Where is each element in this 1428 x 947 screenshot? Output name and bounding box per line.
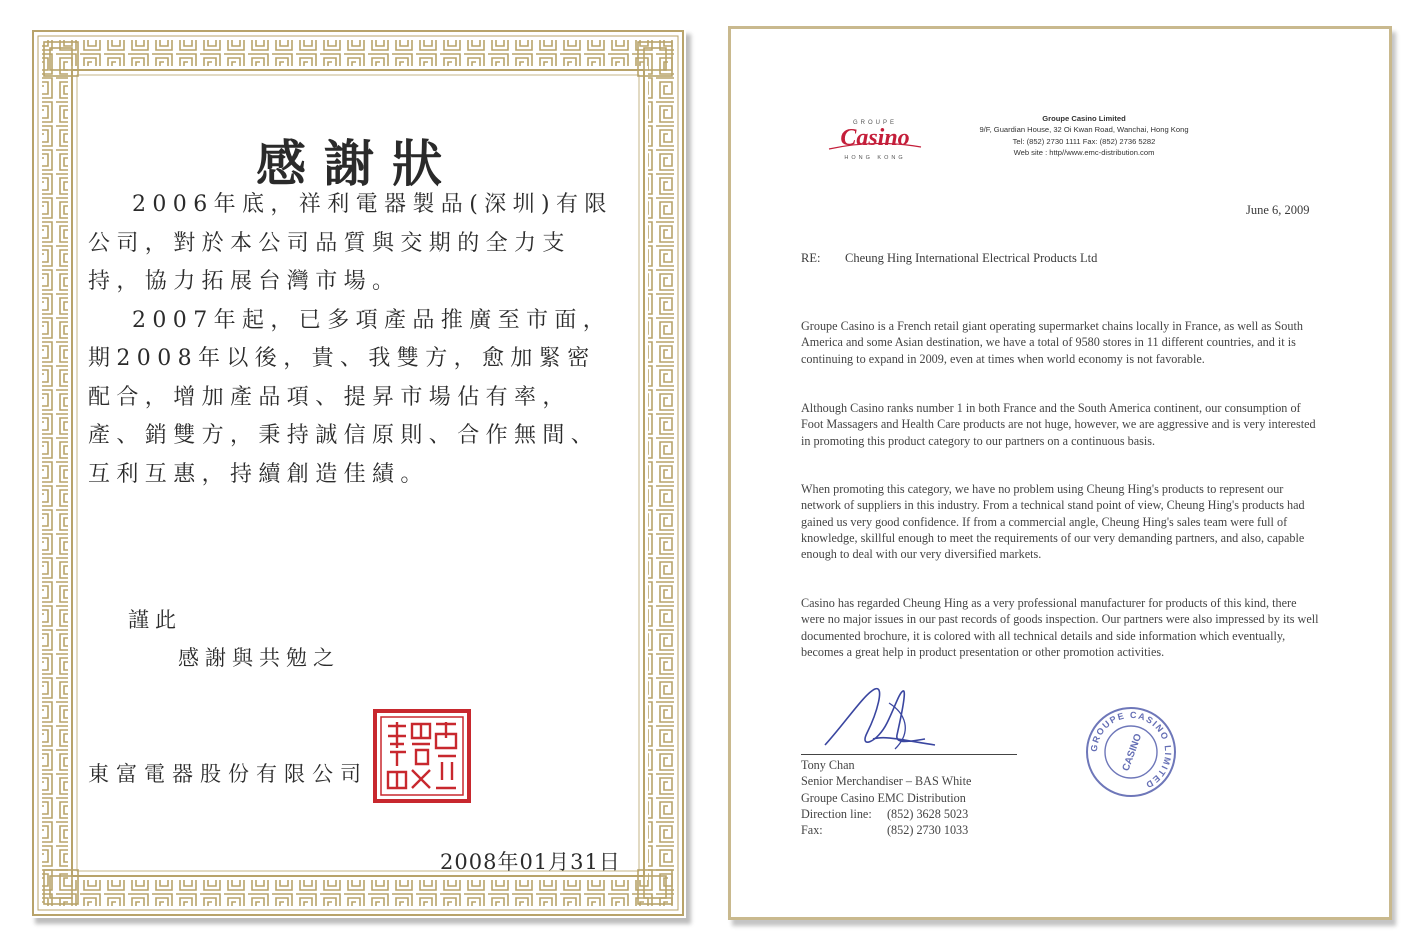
svg-text:CASINO: CASINO [1120,732,1145,773]
letterhead-company: Groupe Casino Limited [1042,114,1126,123]
signer-fax: Fax: (852) 2730 1033 [801,823,969,838]
certificate-date: 2008年01月31日 [440,850,621,874]
reference-letter [728,26,1392,920]
letter-subject [801,251,1097,266]
certificate [30,28,686,918]
letter-paragraph-4: Casino has regarded Cheung Hing as a very professional manufacturer for products of this kind, there were no major issues in our past records of goods inspection. Our partners were also impressed by its well documented brochure, it is colored with all technical details and side information which eventually, becomes a great help in product presentation or other promotion activities. [801,596,1319,659]
svg-text:GROUPE: GROUPE [852,120,898,126]
letterhead-address: 9/F, Guardian House, 32 Oi Kwan Road, Wanchai, Hong Kong [979,125,1189,135]
signer-block [801,757,971,838]
casino-logo-icon [819,117,931,161]
handwritten-signature-icon [815,683,955,763]
svg-text:Casino: Casino [840,125,910,151]
certificate-company: 東富電器股份有限公司 [88,762,368,786]
company-seal-icon [372,708,472,804]
certificate-title: 感謝狀 [256,134,460,193]
letterhead-tel-fax: Tel: (852) 2730 1111 Fax: (852) 2736 5282 [1012,136,1156,146]
letterhead-website: Web site : http//www.emc-distribution.com [1013,148,1155,158]
letter-paragraph-1: Groupe Casino is a French retail giant operating supermarket chains locally in France, as well as South America and some Asian destination, we have a total of 9580 stores in 11 different countries, and it is continuing to expand in 2009, even at times when world economy is not favorable. [801,319,1303,366]
signature-line [801,754,1017,755]
subject-text: Cheung Hing International Electrical Products Ltd [845,251,1098,265]
certificate-paragraph-2: 2007年起，已多項產品推廣至市面，期2008年以後，貴、我雙方，愈加緊密配合，增加產品項、提昇市場佔有率，產、銷雙方，秉持誠信原則、合作無間、互利互惠，持續創造佳績。 [88,307,612,487]
signer-title: Senior Merchandiser – BAS White [801,774,972,789]
subject-label: RE: [801,251,821,265]
svg-text:HONG KONG: HONG KONG [844,155,906,161]
certificate-closing-2: 感謝與共勉之 [178,646,340,670]
company-stamp-icon [1083,704,1179,800]
letterhead [949,113,1219,159]
letter-date: June 6, 2009 [1246,203,1310,217]
signer-name: Tony Chan [801,758,855,772]
letter-paragraph-3: When promoting this category, we have no problem using Cheung Hing's products to represent our network of suppliers in this industry. From a technical stand point of view, Cheung Hing's products had gained us very good confidence. If from a commercial angle, Cheung Hing's sales team were full of knowledge, skillful enough to meet the requirements of our very demanding partners, and also, capable enough to deal with our very diversified markets. [801,482,1305,562]
signer-direct-line: Direction line: (852) 3628 5023 [801,806,969,821]
certificate-closing-1: 謹此 [128,608,182,632]
signer-org: Groupe Casino EMC Distribution [801,790,966,805]
svg-text:GROUPE CASINO LIMITED: GROUPE CASINO LIMITED [1088,709,1174,791]
letter-paragraph-2: Although Casino ranks number 1 in both France and the South America continent, our consumption of Foot Massagers and Health Care products are not huge, however, we are aggressive and is very interested in promoting this product category to our partners on a continuous basis. [801,401,1316,448]
certificate-paragraph-1: 2006年底，祥利電器製品(深圳)有限公司，對於本公司品質與交期的全力支持，協力拓展台灣市場。 [88,192,613,294]
certificate-body [88,186,620,494]
